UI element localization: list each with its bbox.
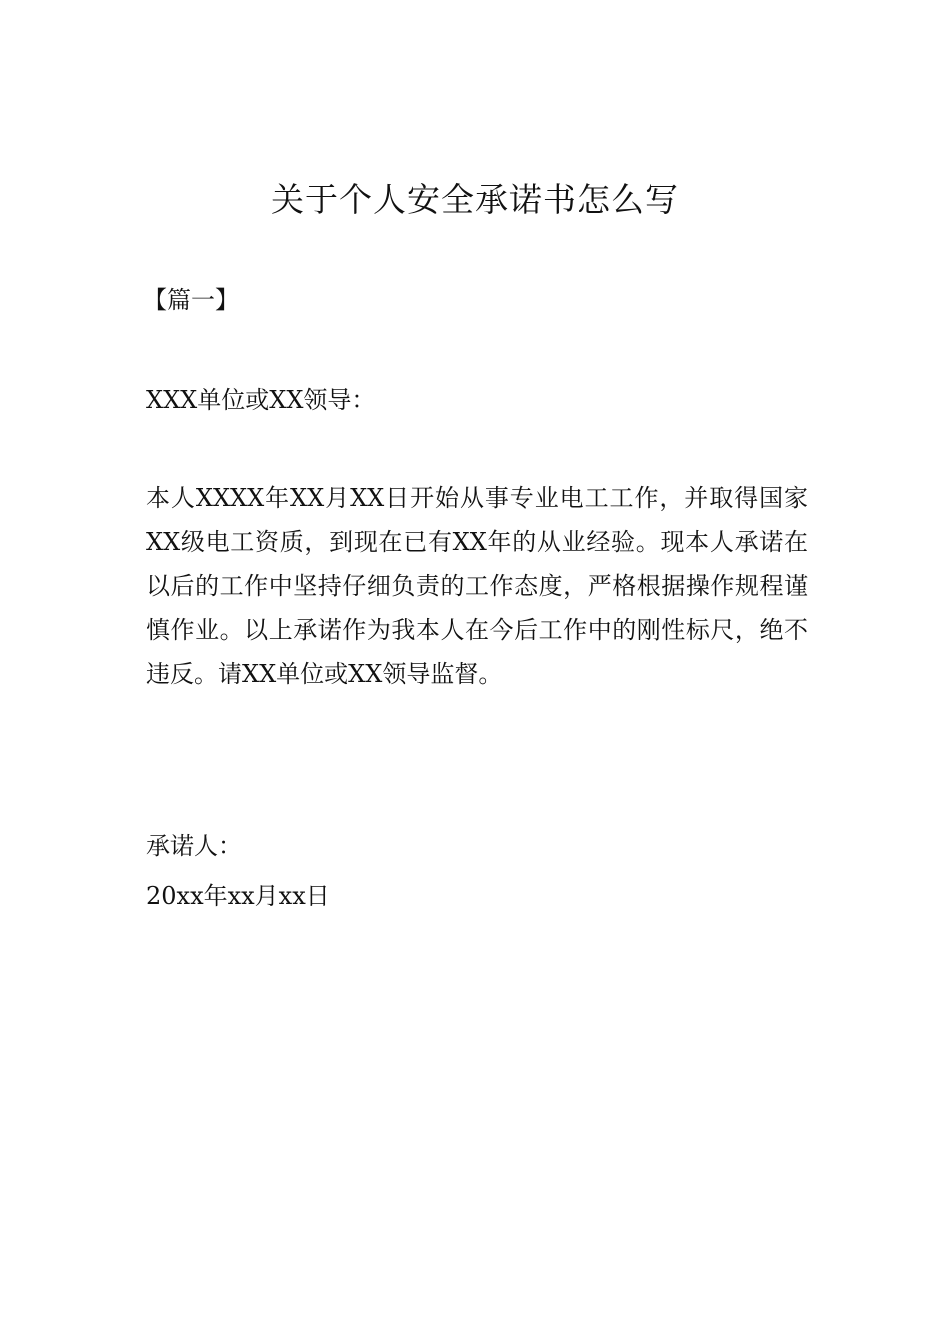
signature-date: 20xx年xx月xx日 xyxy=(146,882,330,910)
body-paragraph: 本人XXXX年XX月XX日开始从事专业电工工作，并取得国家XX级电工资质，到现在已有XX年的从业经验。现本人承诺在以后的工作中坚持仔细负责的工作态度，严格根据操作规程谨慎作业。以上承诺作为我本人在今后工作中的刚性标尺，绝不违反。请XX单位或XX领导监督。 xyxy=(146,484,808,688)
salutation: XXX单位或XX领导： xyxy=(146,386,376,414)
signer-label: 承诺人： xyxy=(146,832,242,860)
document-title: 关于个人安全承诺书怎么写 xyxy=(271,180,679,219)
section-label: 【篇一】 xyxy=(143,286,239,314)
